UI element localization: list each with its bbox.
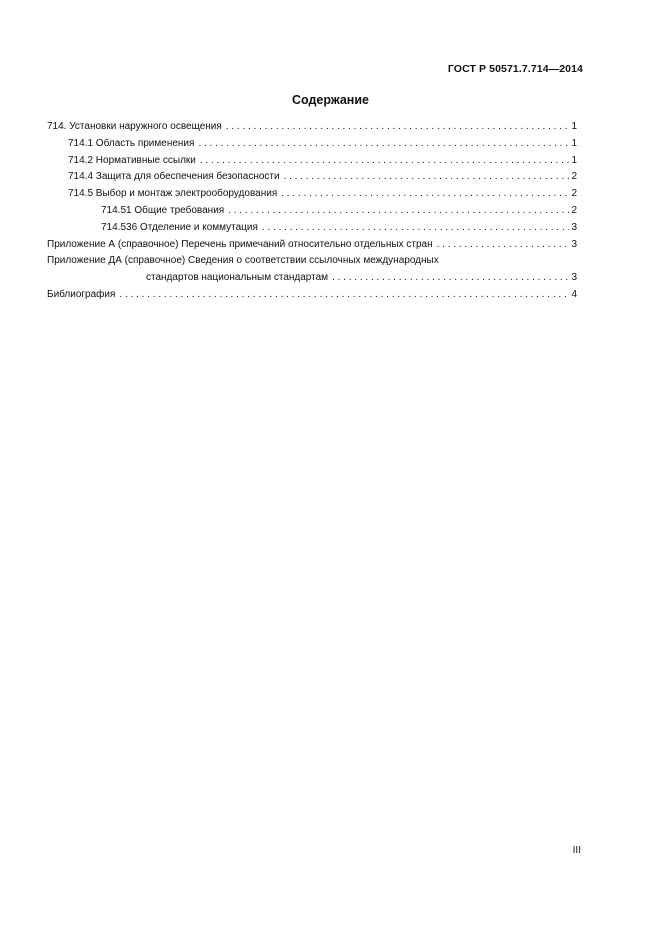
toc-entry-first-line[interactable]: Приложение ДА (справочное) Сведения о соответствии ссылочных международных (47, 255, 439, 267)
toc-entry[interactable] (47, 237, 577, 254)
toc-entry-page: 1 (571, 137, 577, 149)
toc-entry-page: 2 (571, 188, 577, 200)
page-number: III (572, 845, 581, 856)
toc-entry-page: 1 (571, 154, 577, 166)
toc-entry[interactable] (47, 287, 577, 304)
toc-entry[interactable] (47, 153, 577, 170)
toc-leader-dots (228, 203, 569, 220)
toc-entry-label: 714.1 Область применения (68, 137, 195, 149)
toc-entry-label: 714. Установки наружного освещения (47, 121, 222, 132)
document-number: ГОСТ Р 50571.7.714—2014 (447, 63, 583, 75)
toc-entry-label: 714.5 Выбор и монтаж электрооборудования (68, 188, 278, 200)
toc-entry-label: 714.51 Общие требования (101, 204, 225, 216)
toc-entry[interactable] (47, 270, 577, 287)
toc-leader-dots (226, 119, 570, 136)
toc-leader-dots (284, 169, 570, 186)
toc-entry-label: 714.2 Нормативные ссылки (68, 154, 196, 166)
toc-leader-dots (198, 136, 569, 153)
toc-leader-dots (262, 220, 570, 237)
toc-entry-label: стандартов национальным стандартам (146, 272, 329, 284)
toc-entry[interactable] (47, 136, 577, 153)
toc-entry-page: 3 (571, 272, 577, 284)
toc-entry[interactable] (47, 220, 577, 237)
toc-entry[interactable] (47, 169, 577, 186)
toc-entry-page: 3 (571, 238, 577, 250)
toc-entry-page: 2 (571, 171, 577, 183)
toc-leader-dots (119, 287, 569, 304)
toc-leader-dots (437, 237, 570, 254)
toc-leader-dots (332, 270, 569, 287)
toc-leader-dots (200, 153, 570, 170)
toc-entry[interactable] (47, 203, 577, 220)
toc-entry-label: 714.536 Отделение и коммутация (101, 221, 258, 233)
toc-entry-page: 3 (571, 221, 577, 233)
toc-entry-page: 1 (571, 121, 577, 132)
toc-leader-dots (281, 186, 569, 203)
toc-entry[interactable] (47, 186, 577, 203)
toc-entry-page: 4 (571, 288, 577, 300)
toc-title: Содержание (291, 93, 369, 107)
toc-entry-page: 2 (571, 204, 577, 216)
toc-entry-label: Библиография (47, 288, 116, 300)
toc-entry-label: 714.4 Защита для обеспечения безопасности (68, 171, 280, 183)
toc-entry[interactable] (47, 119, 577, 136)
toc-entry-label: Приложение А (справочное) Перечень примечаний относительно отдельных стран (47, 238, 433, 250)
table-of-contents (47, 119, 577, 304)
